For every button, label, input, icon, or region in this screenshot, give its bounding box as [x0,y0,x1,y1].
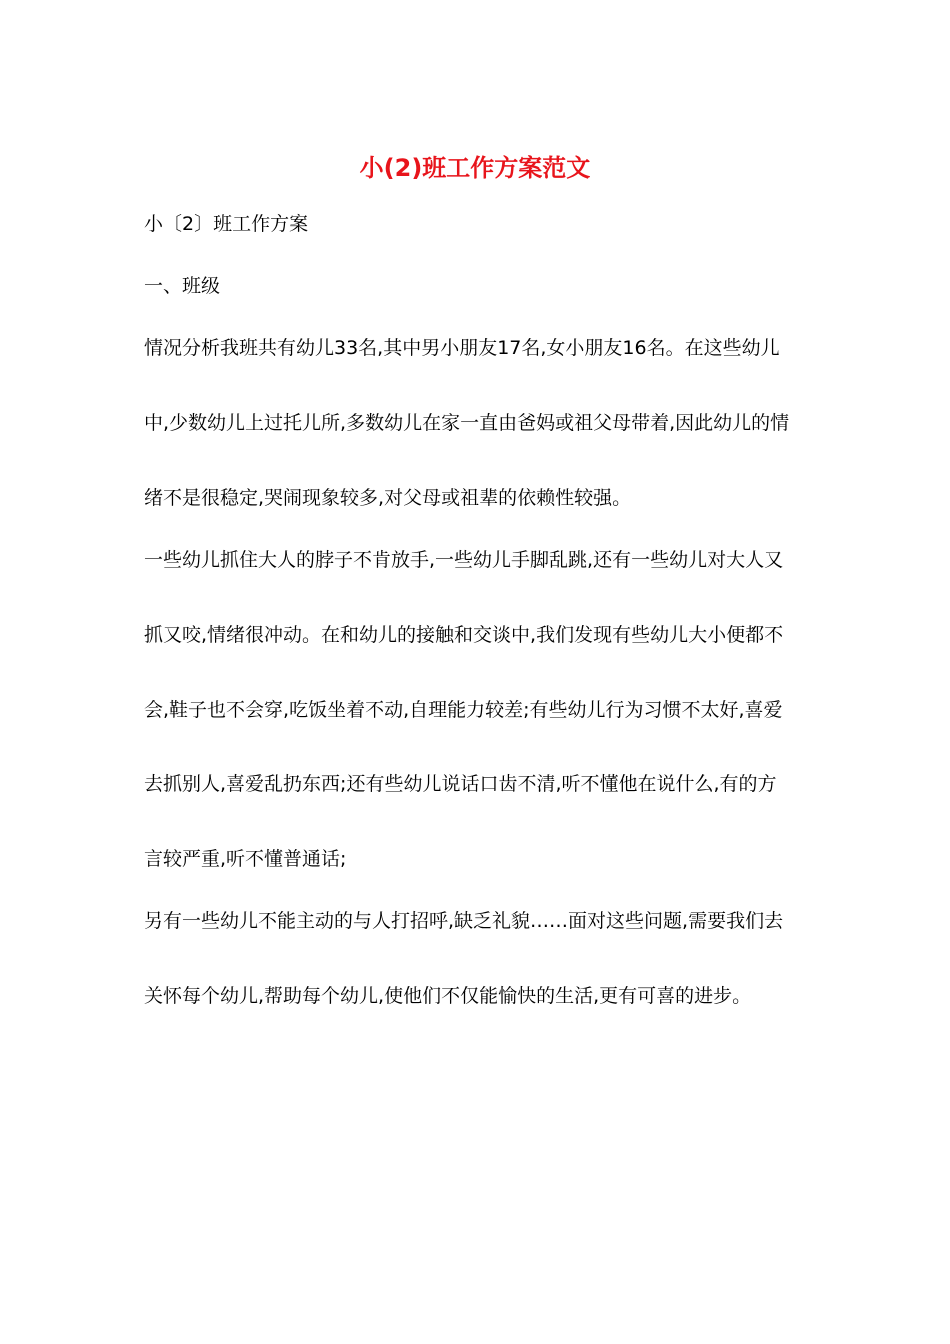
paragraph-3-line-2: 关怀每个幼儿,帮助每个幼儿,使他们不仅能愉快的生活,更有可喜的进步。 [144,985,752,1007]
paragraph-2-line-4: 去抓别人,喜爱乱扔东西;还有些幼儿说话口齿不清,听不懂他在说什么,有的方 [144,773,777,795]
paragraph-3-line-1: 另有一些幼儿不能主动的与人打招呼,缺乏礼貌……面对这些问题,需要我们去 [144,910,784,932]
section-heading: 一、班级 [144,275,221,297]
paragraph-1-line-1: 情况分析我班共有幼儿33名,其中男小朋友17名,女小朋友16名。在这些幼儿 [144,337,780,359]
document-subtitle: 小〔2〕班工作方案 [144,213,309,235]
paragraph-1-line-2: 中,少数幼儿上过托儿所,多数幼儿在家一直由爸妈或祖父母带着,因此幼儿的情 [144,412,790,434]
paragraph-2-line-1: 一些幼儿抓住大人的脖子不肯放手,一些幼儿手脚乱跳,还有一些幼儿对大人又 [144,549,784,571]
paragraph-1-line-3: 绪不是很稳定,哭闹现象较多,对父母或祖辈的依赖性较强。 [144,487,632,509]
paragraph-2-line-5: 言较严重,听不懂普通话; [144,848,347,870]
document-title: 小(2)班工作方案范文 [359,154,591,182]
paragraph-2-line-2: 抓又咬,情绪很冲动。在和幼儿的接触和交谈中,我们发现有些幼儿大小便都不 [144,624,784,646]
paragraph-2-line-3: 会,鞋子也不会穿,吃饭坐着不动,自理能力较差;有些幼儿行为习惯不太好,喜爱 [144,699,783,721]
